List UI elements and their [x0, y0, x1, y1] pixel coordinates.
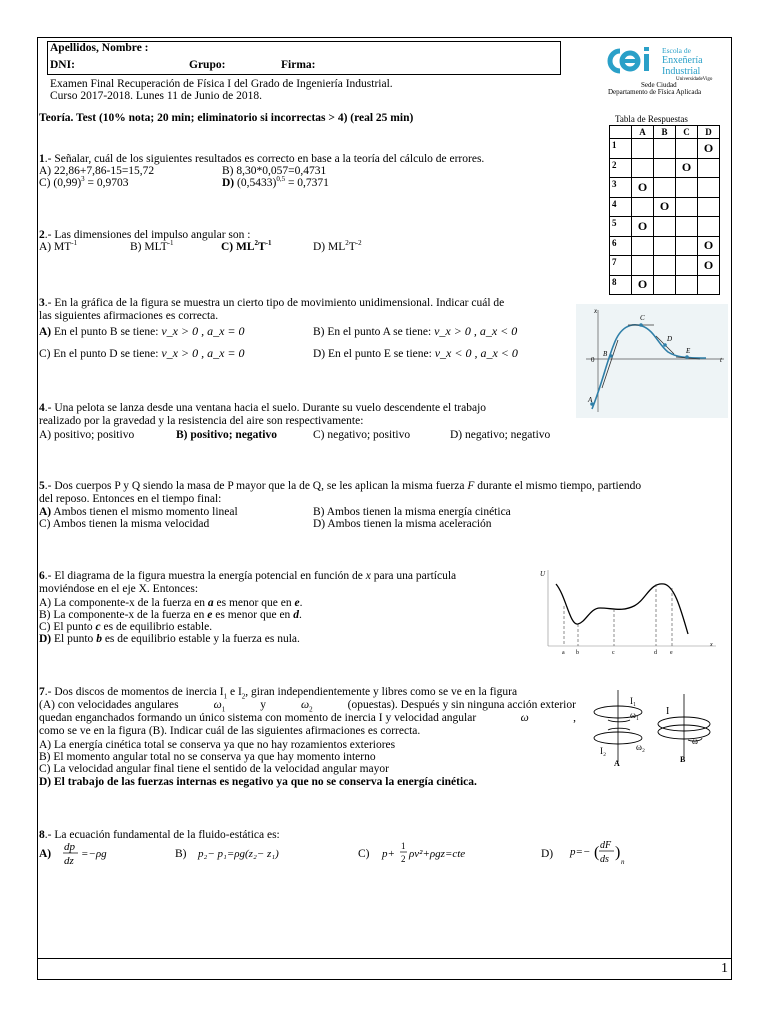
q7-option-c: C) La velocidad angular final tiene el sentido de la velocidad angular mayor — [39, 763, 389, 775]
answer-cell[interactable] — [654, 256, 676, 276]
dni-label: DNI: — [50, 59, 75, 71]
question-2: 2.- Las dimensiones del impulso angular son : — [39, 229, 251, 241]
svg-text:2: 2 — [401, 854, 406, 864]
q1-option-b: B) 8,30*0,057=0,4731 — [222, 165, 327, 177]
svg-text:(: ( — [594, 844, 600, 861]
point-e — [685, 355, 689, 359]
school-logo — [606, 45, 666, 77]
svg-text:n: n — [621, 858, 625, 866]
fig-label: D — [667, 335, 673, 343]
answers-table-row — [610, 217, 720, 237]
q6-option-c: C) El punto c es de equilibrio estable. — [39, 621, 213, 633]
q8-option-a-label: A) — [39, 848, 52, 860]
fig-label: I — [666, 706, 670, 717]
department-label: Departamento de Física Aplicada — [608, 88, 702, 96]
question-6: 6.- El diagrama de la figura muestra la energía potencial en función de x para una partícula moviéndose en el eje X. Entonces: — [39, 570, 457, 595]
fig-label: I₂ — [600, 746, 607, 756]
q6-option-b: B) La componente-x de la fuerza en e es menor que en d. — [39, 609, 302, 621]
name-label: Apellidos, Nombre : — [50, 42, 149, 54]
answer-cell[interactable]: O — [698, 236, 720, 256]
q7-discs-figure — [584, 688, 720, 770]
svg-text:1: 1 — [401, 841, 406, 851]
answers-row-number: 7 — [610, 256, 632, 276]
q8-option-d-formula — [568, 836, 648, 870]
answer-cell[interactable]: O — [698, 139, 720, 159]
fig-label: B — [603, 350, 608, 358]
q4-option-d: D) negativo; negativo — [450, 429, 551, 441]
answer-cell[interactable] — [698, 178, 720, 198]
question-number: 1 — [39, 153, 45, 165]
signature-label: Firma: — [281, 59, 316, 71]
q3-option-c: C) En el punto D se tiene: v_x > 0 , a_x = 0 — [39, 346, 245, 360]
question-7: 7.- Dos discos de momentos de inercia $I_1$ e $I_2$, giran independientemente y libres como se ve en la figura (A) con velocidades angulares $\omega_1$ y $\omega_2$ (opuestas). Después y sin ninguna acción exterior quedan enganchados formando un único sistema con momento de inercia I y velocidad angular ω , como se ve en la figura (B). Indicar cuál de las siguientes afirmaciones es correcta. — [39, 686, 576, 737]
q1-option-c: C) $(0,99)^3 = 0,9703$ — [39, 175, 129, 189]
potential-curve — [556, 584, 688, 634]
q6-option-a: A) La componente-x de la fuerza en a es menor que en e. — [39, 597, 303, 609]
answers-row-number: 6 — [610, 236, 632, 256]
svg-text:p=−: p=− — [570, 846, 591, 858]
answer-cell[interactable]: O — [654, 197, 676, 217]
q5-option-c: C) Ambos tienen la misma velocidad — [39, 518, 210, 530]
answers-table-corner — [610, 126, 632, 139]
omega1-arrow-icon — [608, 720, 630, 722]
svg-text:dz: dz — [64, 855, 74, 867]
q1-option-a: A) 22,86+7,86-15=15,72 — [39, 165, 155, 177]
fig-label: a — [562, 650, 565, 656]
answer-cell[interactable]: O — [676, 158, 698, 178]
question-text: .- Señalar, cuál de los siguientes resultados es correcto en base a la teoría del cálculo de errores. — [44, 153, 485, 165]
svg-text:): ) — [615, 844, 621, 861]
fig-label: A — [614, 759, 620, 768]
answer-cell[interactable] — [654, 178, 676, 198]
fig-label: d — [654, 650, 657, 656]
answer-cell[interactable] — [698, 158, 720, 178]
q8-option-a-formula — [62, 838, 122, 870]
question-4: 4.- Una pelota se lanza desde una ventana hacia el suelo. Durante su vuelo descendente el trabajo realizado por la gravedad y la resistencia del aire son respectivamente: — [39, 402, 487, 427]
q2-option-d: D) $ML^2T^{-2}$ — [313, 239, 362, 253]
fig-label: U — [540, 570, 546, 578]
q7-option-b: B) El momento angular total no se conserva ya que hay momento interno — [39, 751, 376, 763]
answer-cell[interactable] — [676, 217, 698, 237]
q5-option-b: B) Ambos tienen la misma energía cinética — [313, 506, 511, 518]
fig-label: x — [710, 642, 713, 648]
q4-option-a: A) positivo; positivo — [39, 429, 135, 441]
answer-cell[interactable] — [632, 256, 654, 276]
q3-option-b: B) En el punto A se tiene: v_x > 0 , a_x < 0 — [313, 324, 518, 338]
fig-label: I₁ — [630, 696, 637, 706]
answers-table-row — [610, 197, 720, 217]
q8-option-b-label: B) — [175, 848, 187, 860]
svg-text:ρv²+ρgz=cte: ρv²+ρgz=cte — [409, 848, 466, 860]
answer-cell[interactable] — [676, 236, 698, 256]
answers-col-header: C — [676, 126, 698, 139]
q8-option-c-label: C) — [358, 848, 370, 860]
point-d — [663, 343, 667, 347]
fig-label: c — [612, 650, 615, 656]
q1-option-d: D) $(0,5433)^{0,5} = 0,7371$ — [222, 175, 329, 189]
course-line: Curso 2017-2018. Lunes 11 de Junio de 2018. — [50, 90, 262, 102]
footer — [37, 958, 732, 980]
fig-label: C — [640, 314, 645, 322]
question-1 — [39, 153, 484, 166]
point-c — [639, 323, 643, 327]
answer-cell[interactable] — [654, 158, 676, 178]
answer-cell[interactable] — [676, 256, 698, 276]
answer-cell[interactable] — [698, 275, 720, 295]
answer-cell[interactable] — [632, 197, 654, 217]
fig-label: ω₁ — [630, 710, 640, 720]
q7-option-d: D) El trabajo de las fuerzas internas es negativo ya que no se conserva la energía cinética. — [39, 776, 477, 788]
point-b — [609, 354, 613, 358]
logo-line3: Industrial — [662, 66, 701, 77]
answers-row-number: 5 — [610, 217, 632, 237]
q4-option-c: C) negativo; positivo — [313, 429, 411, 441]
answer-cell[interactable]: O — [632, 217, 654, 237]
answer-cell[interactable] — [676, 197, 698, 217]
answer-cell[interactable] — [632, 158, 654, 178]
omega2-arrow-icon — [608, 728, 630, 730]
answers-table-row — [610, 158, 720, 178]
answers-table-row — [610, 178, 720, 198]
campus-label: Sede Ciudad — [641, 81, 677, 89]
q6-potential-energy-graph — [538, 566, 718, 658]
svg-text:p₂− p₁=ρg(z₂− z₁): p₂− p₁=ρg(z₂− z₁) — [198, 848, 279, 860]
q6-option-d: D) El punto b es de equilibrio estable y la fuerza es nula. — [39, 633, 300, 645]
answer-cell[interactable] — [676, 178, 698, 198]
q8-option-d-label: D) — [541, 848, 554, 860]
q2-option-c: C) $ML^2T^{-1}$ — [221, 239, 272, 253]
fig-label: 0 — [591, 356, 595, 364]
answers-col-header: D — [698, 126, 720, 139]
question-3: 3.- En la gráfica de la figura se muestra un cierto tipo de movimiento unidimensional. Indicar cuál de las siguientes afirmaciones es correcta. — [39, 297, 505, 322]
fig-label: A — [588, 396, 593, 404]
logo-line1: Escola de — [662, 46, 691, 55]
answers-table-header — [610, 126, 720, 139]
q7-option-a: A) La energía cinética total se conserva ya que no hay rozamientos exteriores — [39, 739, 396, 751]
q3-position-time-graph — [576, 304, 728, 418]
q2-option-a: A) $MT^{-1}$ — [39, 239, 78, 253]
svg-text:=−ρg: =−ρg — [81, 848, 107, 860]
answer-cell[interactable] — [676, 275, 698, 295]
svg-text:ds: ds — [600, 854, 609, 865]
answer-cell[interactable] — [632, 236, 654, 256]
svg-text:dF: dF — [600, 840, 612, 851]
svg-text:p+: p+ — [382, 848, 395, 860]
answers-table-row — [610, 275, 720, 295]
answer-cell[interactable] — [676, 139, 698, 159]
answer-cell[interactable] — [632, 139, 654, 159]
answers-row-number: 3 — [610, 178, 632, 198]
answers-col-header: B — [654, 126, 676, 139]
fig-label: e — [670, 650, 673, 656]
exam-title: Examen Final Recuperación de Física I del Grado de Ingeniería Industrial. — [50, 78, 393, 90]
fig-label: ω — [692, 736, 698, 746]
q4-option-b: B) positivo; negativo — [176, 429, 277, 441]
answers-row-number: 4 — [610, 197, 632, 217]
section-title: Teoría. Test (10% nota; 20 min; eliminatorio si incorrectas > 4) (real 25 min) — [39, 112, 414, 124]
answer-cell[interactable]: O — [698, 256, 720, 276]
q2-option-b: B) $MLT^{-1}$ — [130, 239, 174, 253]
answer-cell[interactable] — [698, 197, 720, 217]
q3-option-d: D) En el punto E se tiene: v_x < 0 , a_x < 0 — [313, 346, 518, 360]
svg-text:dp: dp — [64, 841, 75, 853]
answer-cell[interactable] — [654, 275, 676, 295]
logo-line2: Enxeñería — [662, 55, 703, 66]
fig-label: E — [686, 347, 691, 355]
answer-cell[interactable] — [654, 236, 676, 256]
answers-table-row — [610, 236, 720, 256]
fig-label: ω₂ — [636, 742, 646, 752]
q8-option-b-formula — [196, 842, 306, 864]
q8-option-c-formula — [380, 838, 500, 870]
q5-option-d: D) Ambos tienen la misma aceleración — [313, 518, 492, 530]
cei-logo-icon — [606, 45, 666, 77]
q3-option-a: A) En el punto B se tiene: v_x > 0 , a_x = 0 — [39, 324, 245, 338]
answers-table-row — [610, 139, 720, 159]
answer-cell[interactable] — [698, 217, 720, 237]
fig-label: t — [720, 356, 722, 364]
answer-cell[interactable]: O — [632, 275, 654, 295]
answers-table-title: Tabla de Respuestas — [615, 114, 688, 124]
fig-label: B — [680, 755, 686, 764]
fig-label: b — [576, 650, 579, 656]
answers-col-header: A — [632, 126, 654, 139]
graph-background — [576, 304, 728, 418]
q5-option-a: A) Ambos tienen el mismo momento lineal — [39, 506, 238, 518]
answers-row-number: 1 — [610, 139, 632, 159]
answer-cell[interactable] — [654, 217, 676, 237]
answers-row-number: 8 — [610, 275, 632, 295]
group-label: Grupo: — [189, 59, 226, 71]
answers-table-row — [610, 256, 720, 276]
question-5: 5.- Dos cuerpos P y Q siendo la masa de P mayor que la de Q, se les aplican la misma fuerza F durante el mismo tiempo, partiendo del reposo. Entonces en el tiempo final: — [39, 480, 642, 505]
fig-label: x — [594, 307, 598, 315]
answer-cell[interactable]: O — [632, 178, 654, 198]
page-number: 1 — [721, 961, 728, 976]
question-8: 8.- La ecuación fundamental de la fluido-estática es: — [39, 829, 280, 841]
answer-cell[interactable] — [654, 139, 676, 159]
answers-row-number: 2 — [610, 158, 632, 178]
answers-table — [609, 125, 720, 295]
logo-university: UniversidadeVigo — [676, 77, 713, 82]
